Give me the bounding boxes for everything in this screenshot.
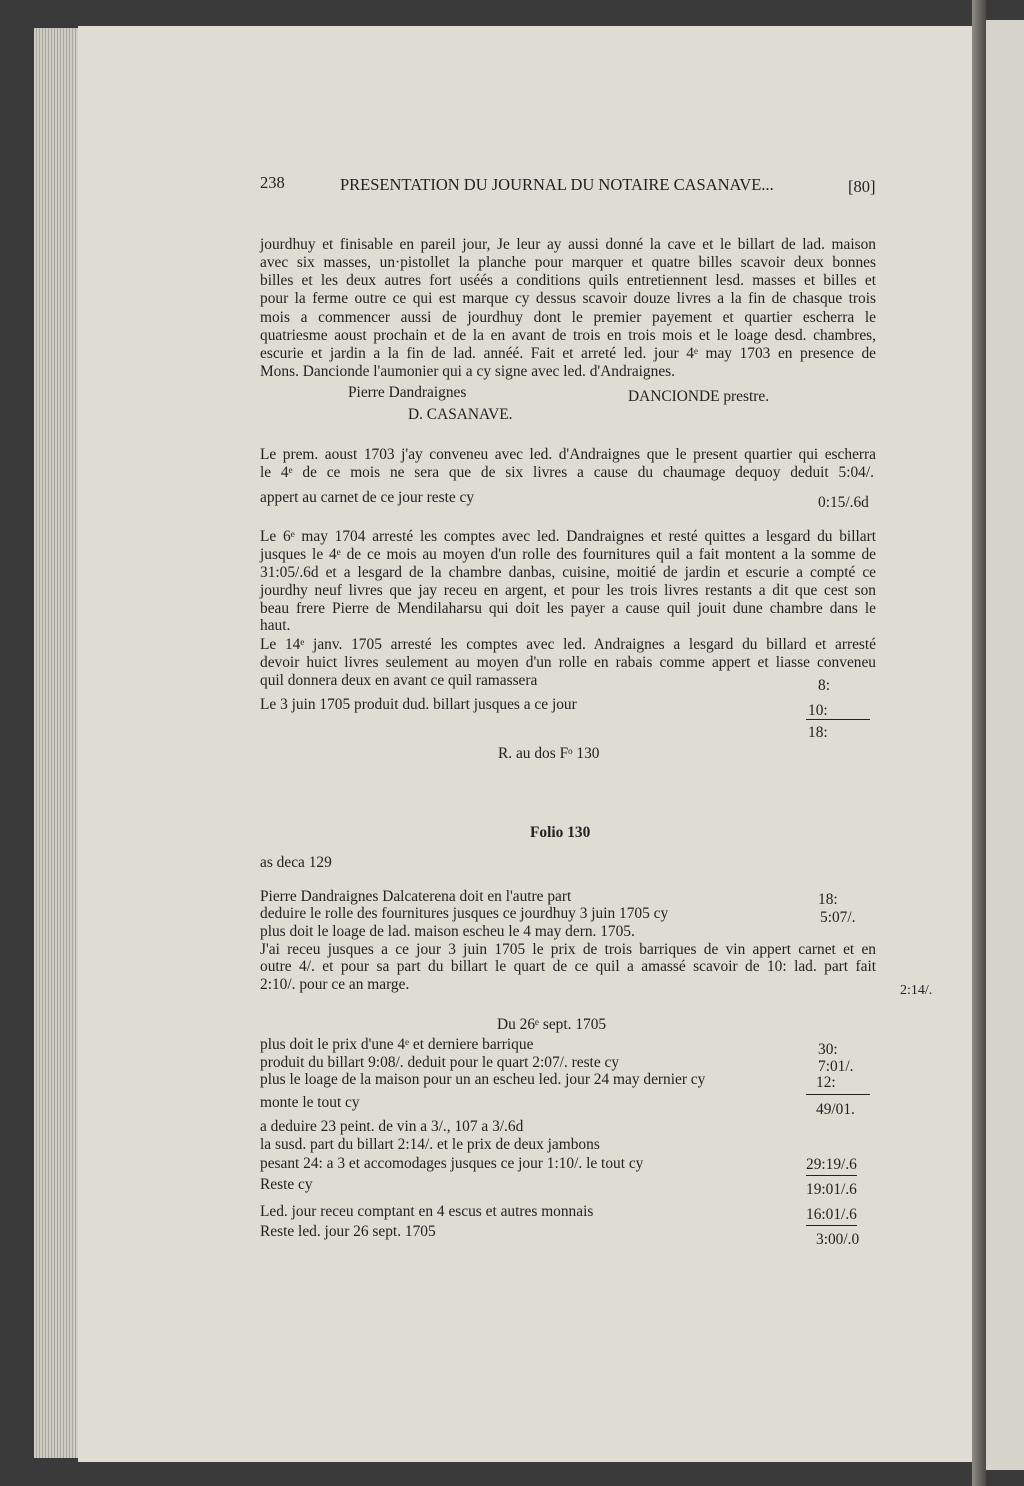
text-line: jourdhuy et finisable en pareil jour, Je leur ay aussi donné la cave et le billart de lad. maison <box>260 236 876 253</box>
text-line: produit du billart 9:08/. deduit pour le quart 2:07/. reste cy <box>260 1054 620 1071</box>
text-line: le 4ᵉ de ce mois ne sera que de six livres a cause du chaumage dequoy deduit 5:04/. <box>260 464 874 481</box>
folio-heading: Folio 130 <box>530 824 591 841</box>
total: 18: <box>808 724 828 741</box>
text-line: billes et les deux autres fort uséés a conditions quils entretiennent lesd. masses et billes et <box>260 272 876 289</box>
text-line: quil donnera deux en avant ce quil ramassera <box>260 672 538 689</box>
amount: 19:01/.6 <box>806 1181 857 1198</box>
text-line: deduire le rolle des fournitures jusques ce jourdhuy 3 juin 1705 cy <box>260 905 669 922</box>
text-line: Le 14ᵉ janv. 1705 arresté les comptes avec led. Andraignes a lesgard du billard et arresté <box>260 636 876 653</box>
folio-ref: [80] <box>848 177 876 196</box>
text-line: plus le loage de la maison pour un an escheu led. jour 24 may dernier cy <box>260 1071 706 1088</box>
amount: 0:15/.6d <box>818 494 869 511</box>
amount: 3:00/.0 <box>816 1231 860 1248</box>
text-line: haut. <box>260 617 291 634</box>
text-line: Le 3 juin 1705 produit dud. billart jusques a ce jour <box>260 696 577 713</box>
text-line: quatriesme aoust prochain et de la en avant de trois en trois mois et le loage desd. chambres, <box>260 327 876 344</box>
facing-page-edge <box>986 20 1024 1470</box>
text-line: avec six masses, un·pistollet la planche pour marquer et quatre billes scavoir deux bonnes <box>260 254 876 271</box>
amount: 7:01/. <box>818 1058 854 1075</box>
amount: 29:19/.6 <box>806 1156 857 1176</box>
text-line: plus doit le loage de lad. maison escheu le 4 may dern. 1705. <box>260 923 635 940</box>
text-line: outre 4/. et pour sa part du billart le quart de ce quil a amassé scavoir de 10: lad. part fait <box>260 958 876 975</box>
text-line: monte le tout cy <box>260 1094 360 1111</box>
sum-rule <box>806 719 870 720</box>
amount: 10: <box>808 702 828 719</box>
text-line: jourdhy neuf livres que jay receu en argent, et pour les trois livres restants a dit que cest son <box>260 582 876 599</box>
text-line: a deduire 23 peint. de vin a 3/., 107 a 3/.6d <box>260 1118 524 1135</box>
amount: 16:01/.6 <box>806 1206 857 1226</box>
amount: 12: <box>816 1074 836 1091</box>
date-heading: Du 26ᵉ sept. 1705 <box>497 1016 607 1033</box>
book-gutter <box>972 0 986 1486</box>
sum-rule <box>806 1094 870 1095</box>
text-line: Led. jour receu comptant en 4 escus et autres monnais <box>260 1203 594 1220</box>
cross-reference: R. au dos Fᵒ 130 <box>498 745 600 762</box>
text-line: Le prem. aoust 1703 j'ay conveneu avec led. d'Andraignes que le present quartier qui escherra <box>260 446 876 463</box>
text-line: Mons. Dancionde l'aumonier qui a cy signe avec led. d'Andraignes. <box>260 363 675 380</box>
signature-left: Pierre Dandraignes <box>348 384 467 401</box>
text-line: Reste cy <box>260 1176 313 1193</box>
amount: 30: <box>818 1041 838 1058</box>
running-title: PRESENTATION DU JOURNAL DU NOTAIRE CASANAVE... <box>340 175 774 194</box>
text-line: beau frere Pierre de Mendilaharsu qui doit les payer a cause quil jouit dune chambre dans le <box>260 600 876 617</box>
text-line: appert au carnet de ce jour reste cy <box>260 489 475 506</box>
text-line: la susd. part du billart 2:14/. et le prix de deux jambons <box>260 1136 600 1153</box>
text-line: 2:10/. pour ce an marge. <box>260 976 410 993</box>
text-line: pour la ferme outre ce qui est marque cy dessus scavoir douze livres a la fin de chasque trois <box>260 290 876 307</box>
margin-note: 2:14/. <box>900 983 933 998</box>
page-number: 238 <box>260 173 285 192</box>
text-line: devoir huict livres seulement au moyen d'un rolle en rabais comme appert et liasse conveneu <box>260 654 876 671</box>
text-line: Pierre Dandraignes Dalcaterena doit en l'autre part <box>260 888 572 905</box>
amount: 5:07/. <box>820 909 856 926</box>
text-line: escurie et jardin a la fin de lad. annéé. Fait et arreté led. jour 4ᵉ may 1703 en presence de <box>260 345 876 362</box>
text-line: Le 6ᵉ may 1704 arresté les comptes avec led. Dandraignes et resté quittes a lesgard du billart <box>260 528 876 545</box>
text-line: J'ai receu jusques a ce jour 3 juin 1705 le prix de trois barriques de vin appert carnet et en <box>260 941 876 958</box>
amount: 49/01. <box>816 1101 855 1118</box>
signature-center: D. CASANAVE. <box>408 406 513 423</box>
text-line: as deca 129 <box>260 854 332 871</box>
text-line: Reste led. jour 26 sept. 1705 <box>260 1223 436 1240</box>
text-line: jusques le 4ᵉ de ce mois au moyen d'un rolle des fournitures quil a fait montent a la somme de <box>260 546 876 563</box>
text-line: pesant 24: a 3 et accomodages jusques ce jour 1:10/. le tout cy <box>260 1155 644 1172</box>
text-line: plus doit le prix d'une 4ᵉ et derniere barrique <box>260 1036 534 1053</box>
text-line: mois a commencer aussi de jourdhuy dont le premier payement et quartier escherra le <box>260 309 876 326</box>
amount: 18: <box>818 891 838 908</box>
signature-right: DANCIONDE prestre. <box>628 388 770 405</box>
text-line: 31:05/.6d et a lesgard de la chambre danbas, cuisine, moitié de jardin et escurie a compté ce <box>260 564 876 581</box>
amount: 8: <box>818 677 830 694</box>
page-edges <box>34 28 80 1458</box>
